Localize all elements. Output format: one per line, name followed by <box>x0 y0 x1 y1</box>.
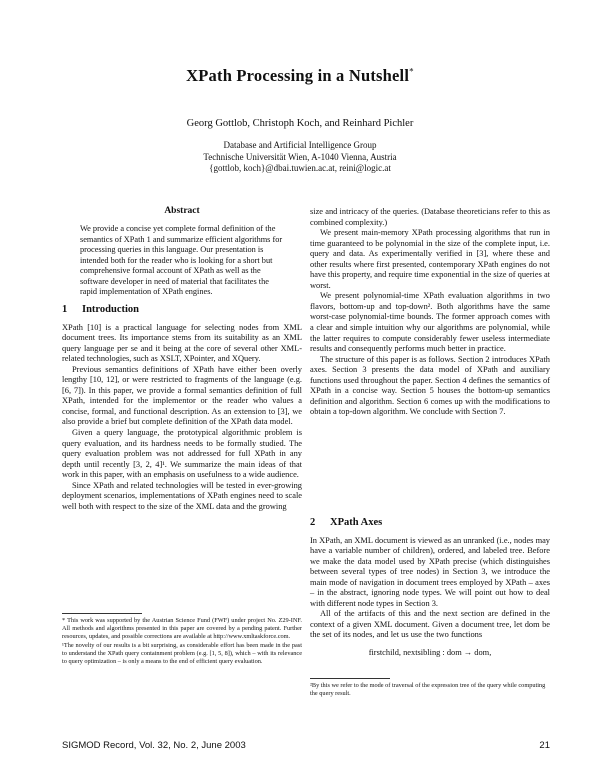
paragraph: XPath [10] is a practical language for selecting nodes from XML document trees. Its importance stems from its suitability as an XML query language per se and it being at the core of several other XML-related technologies, such as XSLT, XPointer, and XQuery. <box>62 322 302 364</box>
formula: firstchild, nextsibling : dom → dom, <box>368 648 492 658</box>
section-number: 1 <box>62 304 68 315</box>
paragraph: We present polynomial-time XPath evaluation algorithms in two flavors, bottom-up and top-down². Both algorithms have the same worst-case polynomial-time bounds. The former approach comes with a clear and simple intuition why our algorithms are polynomial, while the latter requires to compute considerably fewer useless intermediate results and consequently performs much better in practice. <box>310 291 550 354</box>
section-number: 2 <box>310 517 316 528</box>
paragraph: Previous semantics definitions of XPath have either been overly lengthy [10, 12], or were restricted to fragments of the language (e.g. [6, 7]). In this paper, we provide a formal semantics definition of full XPath, intended for the implementor or the reader who values a concise, formal, and functional description. As an extension to [3], we also provide a brief but complete definition of the XPath data model. <box>62 364 302 427</box>
affiliation-group: Database and Artificial Intelligence Group <box>223 140 377 150</box>
paper-title <box>0 66 600 86</box>
section-title: XPath Axes <box>330 517 383 528</box>
title-footnote-mark: * <box>409 66 414 77</box>
affiliation-address: Technische Universität Wien, A-1040 Vienna, Austria <box>203 151 397 162</box>
footnotes <box>62 617 302 665</box>
page-number: 21 <box>539 740 550 751</box>
paragraph: Given a query language, the prototypical algorithmic problem is query evaluation, and its hardness needs to be formally studied. The query evaluation problem was not addressed for full XPath in any depth until recently [3, 2, 4]¹. We summarize the main ideas of that work in this paper, with an emphasis on usefulness to a wide audience. <box>62 428 302 480</box>
paragraph: We present main-memory XPath processing algorithms that run in time guaranteed to be polynomial in the size of the complete input, i.e. query and data. As experimentally verified in [3], where these and other results where first presented, contemporary XPath engines do not have this property, and require time exponential in the size of queries at worst. <box>310 228 550 290</box>
abstract-heading: Abstract <box>164 206 200 216</box>
affiliation-emails: {gottlob, koch}@dbai.tuwien.ac.at, reini@logic.at <box>209 163 391 173</box>
paragraph: The structure of this paper is as follows. Section 2 introduces XPath axes. Section 3 presents the data model of XPath and auxiliary functions used throughout the paper. Section 4 defines the semantics of XPath in a concise way. Section 5 houses the bottom-up semantics definition and algorithm. Section 6 comes up with the modifications to obtain a top-down algorithm. We conclude with Section 7. <box>310 354 550 417</box>
affiliation <box>0 140 600 175</box>
author-list: Georg Gottlob, Christoph Koch, and Reinhard Pichler <box>186 118 414 129</box>
introduction-heading <box>62 305 302 316</box>
footnote-rule <box>310 678 390 679</box>
axes-section <box>310 518 550 659</box>
abstract-text: We provide a concise yet complete formal definition of the semantics of XPath 1 and summarize efficient algorithms for processing queries in this language. Our presentation is intended both for the reader who is looking for a short but comprehensive formal account of XPath as well as the software developer in need of material that facilitates the rapid implementation of XPath engines. <box>80 224 283 296</box>
paragraph: size and intricacy of the queries. (Database theoreticians refer to this as combined complexity.) <box>310 207 550 227</box>
right-column <box>310 207 550 418</box>
paragraph: All of the artifacts of this and the next section are defined in the context of a given XML document. Given a document tree, let dom be the set of its nodes, and let us use the two functions <box>310 609 550 640</box>
paragraph: In XPath, an XML document is viewed as an unranked (i.e., nodes may have a variable number of children), ordered, and labeled tree. Before we make the data model used by XPath precise (which distinguishes between several types of tree nodes) in Section 3, we introduce the main mode of navigation in document trees employed by XPath – axes – in the abstract, ignoring node types. We will point out how to deal with different node types in Section 3. <box>310 535 550 608</box>
section-title: Introduction <box>82 304 139 315</box>
paragraph: Since XPath and related technologies will be tested in ever-growing deployment scenarios, implementations of XPath engines need to scale well both with respect to the size of the XML data and the growing <box>62 480 302 511</box>
footnote-rule <box>62 613 142 614</box>
journal-footer: SIGMOD Record, Vol. 32, No. 2, June 2003 <box>62 740 246 751</box>
title-text: XPath Processing in a Nutshell <box>186 66 410 85</box>
footnote-star: * This work was supported by the Austrian Science Fund (FWF) under project No. Z29-INF. All methods and algorithms presented in this paper are covered by a pending patent. Further resources, updates, and possible corrections are available at http://www.xmltaskforce.com. <box>62 617 302 640</box>
footnote-two: ²By this we refer to the mode of traversal of the expression tree of the query while computing the query result. <box>310 682 546 697</box>
footnote-one: ¹The novelty of our results is a bit surprising, as considerable effort has been made in the past to understand the XPath query containment problem (e.g. [1, 5, 8]), which – with its relevance to query optimization – is only a means to the end of efficient query evaluation. <box>62 641 302 665</box>
axes-heading <box>310 518 550 529</box>
introduction-section <box>62 305 302 512</box>
